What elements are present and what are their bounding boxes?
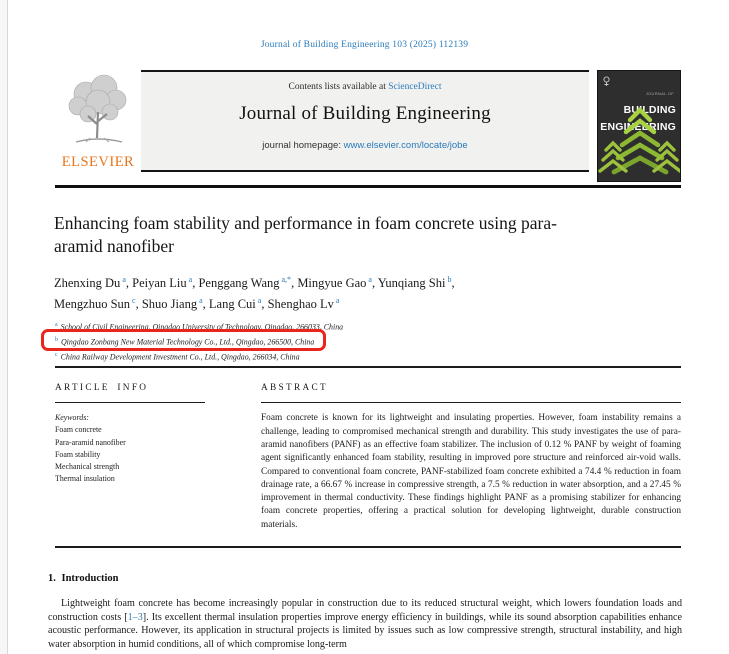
author-separator: , [371, 276, 378, 291]
introduction-heading: 1. Introduction [48, 573, 119, 584]
homepage-link[interactable]: www.elsevier.com/locate/jobe [343, 140, 468, 151]
affiliations [55, 319, 615, 364]
author-separator: , [451, 276, 455, 291]
author-affiliation-sup: c [130, 296, 136, 306]
author-affiliation-sup: a [197, 296, 203, 306]
author-affiliation-sup: a [333, 296, 340, 306]
abstract-heading: ABSTRACT [261, 383, 328, 393]
cover-title-line2: ENGINEERING [600, 121, 676, 133]
section-divider-top [55, 366, 681, 368]
contents-lists-text: Contents lists available at [288, 82, 389, 92]
author-separator: , [291, 276, 298, 291]
author-affiliation-sup: a [120, 275, 126, 284]
journal-header [55, 70, 681, 182]
affiliation-line [55, 319, 343, 334]
author-separator: , [202, 297, 209, 312]
contents-lists-line [141, 82, 589, 92]
author-separator: , [125, 276, 133, 291]
author-name: Yunqiang Shi [377, 276, 446, 291]
cover-journal-of-label: JOURNAL OF [645, 91, 674, 96]
elsevier-logo [55, 70, 141, 170]
header-divider-rule [55, 185, 681, 188]
author-affiliation-sup: a,* [279, 275, 292, 284]
article-title: Enhancing foam stability and performance in foam concrete using para-aramid nanofiber [54, 213, 557, 256]
author-name: Zhenxing Du [54, 276, 121, 291]
article-info-heading: ARTICLE INFO [55, 383, 149, 393]
author-separator: , [261, 297, 268, 312]
author-separator: , [192, 276, 199, 291]
keyword-item: Mechanical strength [55, 462, 120, 471]
author-affiliation-sup: a [255, 296, 262, 306]
author-affiliation-sup: a [186, 275, 193, 284]
author-affiliation-sup: a [366, 275, 372, 284]
homepage-label: journal homepage: [262, 140, 344, 151]
author-name: Penggang Wang [198, 276, 280, 291]
affiliation-text: School of Civil Engineering, Qingdao University of Technology, Qingdao, 266033, China [58, 322, 344, 332]
affiliation-sup: c [55, 352, 58, 359]
author-separator: , [135, 297, 142, 312]
author-name: Lang Cui [208, 297, 256, 312]
author-name: Peiyan Liu [132, 276, 187, 291]
keywords-list [55, 424, 243, 485]
abstract-column [261, 383, 681, 532]
author-name: Mengzhuo Sun [54, 297, 131, 312]
article-info-underline [55, 402, 205, 403]
introduction-paragraph [48, 597, 682, 651]
cover-trees-graphic [598, 102, 681, 181]
affiliation-line [55, 349, 300, 364]
journal-banner [141, 70, 589, 172]
intro-text-after: ]. Its excellent thermal insulation properties improve energy efficiency in buildings, while its sound absorption capabilities enhance acoustic performance. However, its application in structural projects is limited by issues such as low compressive strength, structural instability, and high water absorption in humid conditions, all of which compromise long-term [48, 611, 682, 650]
author-name: Mingyue Gao [297, 276, 367, 291]
sciencedirect-link[interactable]: ScienceDirect [388, 82, 442, 92]
keyword-item: Thermal insulation [55, 474, 115, 484]
keyword-item: Foam stability [55, 449, 101, 459]
author-list [54, 271, 614, 313]
author-affiliation-sup: b [445, 275, 452, 284]
keyword-item: Para-aramid nanofiber [55, 437, 126, 447]
elsevier-tree-icon [55, 72, 141, 152]
citation-ref-link[interactable]: 1–3 [127, 611, 143, 623]
homepage-line [141, 140, 589, 151]
elsevier-wordmark: ELSEVIER [61, 154, 135, 170]
journal-title: Journal of Building Engineering [239, 103, 491, 124]
abstract-text: Foam concrete is known for its lightweight and insulating properties. However, foam instability remains a challenge, leading to compromised mechanical strength and durability. This study investigates the use of para-aramid nanofibers (PANF) as an effective foam stabilizer. The inclusion of 0.12 % PANF by weight of foaming agent significantly enhanced foam stability, resulting in improved pore structure and reinforced air-void walls. Compared to conventional foam concrete, PANF-stabilized foam concrete exhibited a 74.4 % reduction in foam drainage rate, a 66.67 % increase in compressive strength, a 7.5 % reduction in water absorption, and a 27.45 % improvement in thermal conductivity. These findings highlight PANF as a promising stabilizer for enhancing foam concrete properties, offering a practical solution for developing lightweight, durable construction materials. [261, 413, 681, 530]
article-info-column [55, 383, 243, 485]
affiliation-text: Qingdao Zonbang New Material Technology Co., Ltd., Qingdao, 266500, China [59, 337, 315, 347]
journal-cover-thumbnail [597, 70, 681, 182]
affiliation-sup: a [55, 322, 58, 328]
affiliation-text: China Railway Development Investment Co., Ltd., Qingdao, 266034, China [58, 352, 300, 362]
keywords-label: Keywords: [55, 413, 89, 423]
author-name: Shuo Jiang [141, 297, 198, 312]
section-divider-bottom [55, 546, 681, 548]
intro-text-before: Lightweight foam concrete has become increasingly popular in construction due to its reduced structural weight, which lowers foundation loads and construction costs [ [48, 598, 682, 623]
affiliation-sup: b [55, 337, 58, 344]
affiliation-line [55, 334, 314, 349]
keyword-item: Foam concrete [55, 425, 102, 435]
author-name: Shenghao Lv [267, 297, 334, 312]
journal-citation-link[interactable]: Journal of Building Engineering 103 (2025) 112139 [260, 40, 469, 50]
cover-title-line1: BUILDING [623, 104, 676, 116]
abstract-underline [261, 402, 681, 403]
page-left-edge [0, 0, 8, 654]
